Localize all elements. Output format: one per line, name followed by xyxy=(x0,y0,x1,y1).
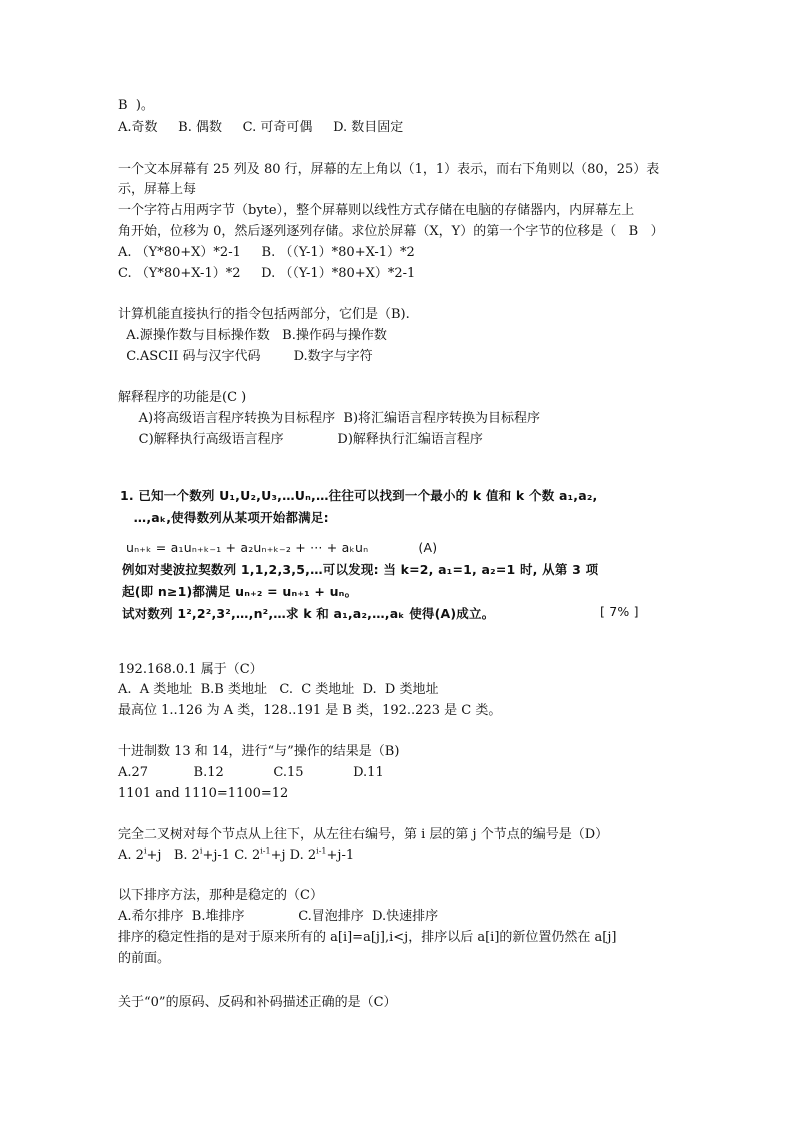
doc-line: C.ASCII 码与汉字代码 D.数字与字符 xyxy=(118,349,373,364)
doc-line: C. （Y*80+X-1）*2 D. （（Y-1）*80+X）*2-1 xyxy=(118,266,416,281)
doc-line: 排序的稳定性指的是对于原来所有的 a[i]=a[j],i<j，排序以后 a[i]的新位置仍然在 a[j] xyxy=(118,930,617,945)
doc-line: A. A 类地址 B.B 类地址 C. C 类地址 D. D 类地址 xyxy=(118,682,439,697)
doc-line: B )。 xyxy=(118,98,154,113)
scan-line: …,aₖ,使得数列从某项开始都满足: xyxy=(120,510,329,525)
doc-line: 最高位 1..126 为 A 类，128..191 是 B 类，192..223 是 C 类。 xyxy=(118,703,502,718)
doc-line: C)解释执行高级语言程序 D)解释执行汇编语言程序 xyxy=(118,432,483,447)
doc-line: 计算机能直接执行的指令包括两部分，它们是（B). xyxy=(118,307,410,322)
doc-line: 完全二叉树对每个节点从上往下，从左往右编号，第 i 层的第 j 个节点的编号是（D） xyxy=(118,827,609,842)
doc-line: 解释程序的功能是(C ) xyxy=(118,390,247,405)
doc-line: A. （Y*80+X）*2-1 B. （（Y-1）*80+X-1）*2 xyxy=(118,245,415,260)
doc-line: 示，屏幕上每 xyxy=(118,182,197,197)
formula-line: A. $2^i+j$ B. $2^i+j-1$ C. $2^{i-1}+j$ D. $2^{i-1}+j-1$ xyxy=(118,846,355,863)
doc-line: 的前面。 xyxy=(118,951,171,966)
doc-line: 192.168.0.1 属于（C） xyxy=(118,662,263,677)
scan-line: 试对数列 1²,2²,3²,…,n²,…求 k 和 a₁,a₂,…,aₖ 使得(A)成立。 xyxy=(122,606,495,621)
doc-line: A)将高级语言程序转换为目标程序 B)将汇编语言程序转换为目标程序 xyxy=(118,411,541,426)
scan-line: uₙ₊ₖ = a₁uₙ₊ₖ₋₁ + a₂uₙ₊ₖ₋₂ + ··· + aₖuₙ (A) xyxy=(126,540,438,555)
doc-line: 一个文本屏幕有 25 列及 80 行，屏幕的左上角以（1，1）表示，而右下角则以（80，25）表 xyxy=(118,162,660,177)
scanned-problem-image xyxy=(112,474,652,636)
doc-line: 关于“0”的原码、反码和补码描述正确的是（C） xyxy=(118,995,397,1010)
doc-line: A.源操作数与目标操作数 B.操作码与操作数 xyxy=(118,328,387,343)
doc-line: 十进制数 13 和 14，进行“与”操作的结果是（B) xyxy=(118,744,400,759)
scan-line: 1. 已知一个数列 U₁,U₂,U₃,…Uₙ,…往往可以找到一个最小的 k 值和 k 个数 a₁,a₂, xyxy=(120,488,598,503)
doc-line: 一个字符占用两字节（byte），整个屏幕则以线性方式存储在电脑的存储器内，内屏幕左上 xyxy=(118,203,635,218)
scan-line: 例如对斐波拉契数列 1,1,2,3,5,…可以发现: 当 k=2, a₁=1, a₂=1 时, 从第 3 项 xyxy=(122,562,599,577)
scan-score: [ 7% ] xyxy=(600,604,639,619)
doc-line: 1101 and 1110=1100=12 xyxy=(118,786,289,801)
scan-line: 起(即 n≥1)都满足 uₙ₊₂ = uₙ₊₁ + uₙ。 xyxy=(122,584,358,599)
doc-line: 角开始，位移为 0，然后逐列逐列存储。求位於屏幕（X，Y）的第一个字节的位移是（ B ） xyxy=(118,224,664,239)
doc-line: A.希尔排序 B.堆排序 C.冒泡排序 D.快速排序 xyxy=(118,909,439,924)
doc-line: A.27 B.12 C.15 D.11 xyxy=(118,765,384,780)
doc-line: A.奇数 B. 偶数 C. 可奇可偶 D. 数目固定 xyxy=(118,120,404,135)
doc-line: 以下排序方法，那种是稳定的（C） xyxy=(118,888,323,903)
